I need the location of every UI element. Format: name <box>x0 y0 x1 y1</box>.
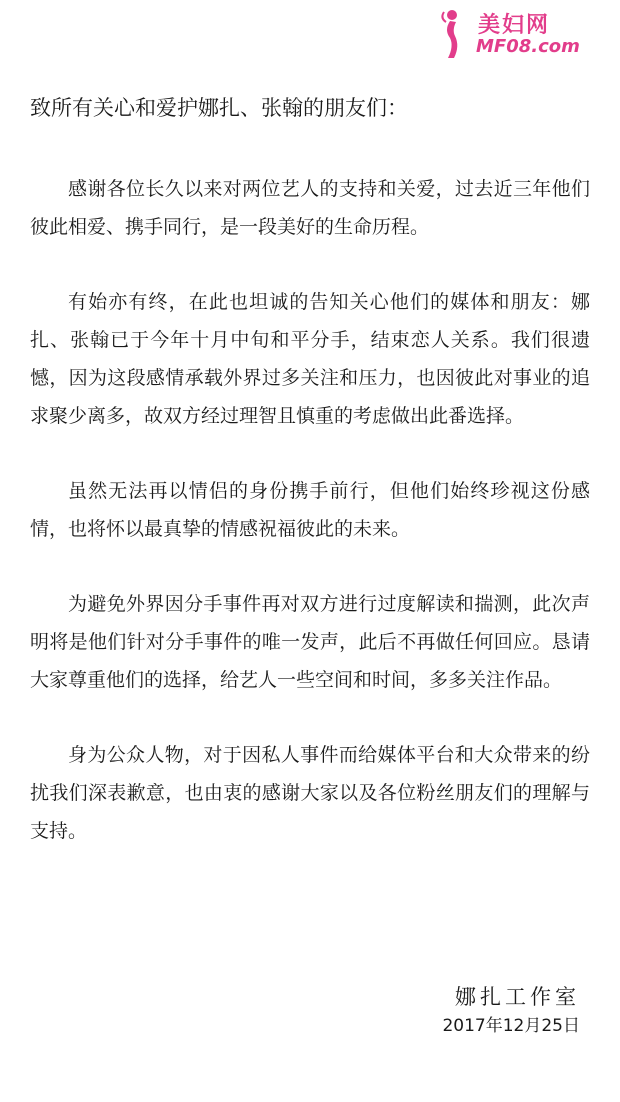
watermark-url: MF08.com <box>476 36 580 57</box>
woman-silhouette-icon <box>438 8 466 60</box>
signature-date: 2017年12月25日 <box>442 1016 580 1036</box>
paragraph-2: 有始亦有终，在此也坦诚的告知关心他们的媒体和朋友：娜扎、张翰已于今年十月中旬和平分手，结束恋人关系。我们很遗憾，因为这段感情承载外界过多关注和压力，也因彼此对事业的追求聚少离多，故双方经过理智且慎重的考虑做出此番选择。 <box>30 291 590 427</box>
letter-greeting: 致所有关心和爱护娜扎、张翰的朋友们： <box>30 96 408 120</box>
signature-block <box>442 980 580 1038</box>
paragraph-5: 身为公众人物，对于因私人事件而给媒体平台和大众带来的纷扰我们深表歉意，也由衷的感谢大家以及各位粉丝朋友们的理解与支持。 <box>30 744 590 842</box>
paragraph-4: 为避免外界因分手事件再对双方进行过度解读和揣测，此次声明将是他们针对分手事件的唯一发声，此后不再做任何回应。恳请大家尊重他们的选择，给艺人一些空间和时间，多多关注作品。 <box>30 593 590 691</box>
letter-body <box>30 170 590 887</box>
signature-name: 娜扎工作室 <box>455 985 580 1009</box>
site-watermark <box>438 6 598 62</box>
paragraph-1: 感谢各位长久以来对两位艺人的支持和关爱，过去近三年他们彼此相爱、携手同行，是一段美好的生命历程。 <box>30 178 590 238</box>
watermark-title: 美妇网 <box>478 13 551 38</box>
paragraph-3: 虽然无法再以情侣的身份携手前行，但他们始终珍视这份感情，也将怀以最真挚的情感祝福彼此的未来。 <box>30 480 590 540</box>
